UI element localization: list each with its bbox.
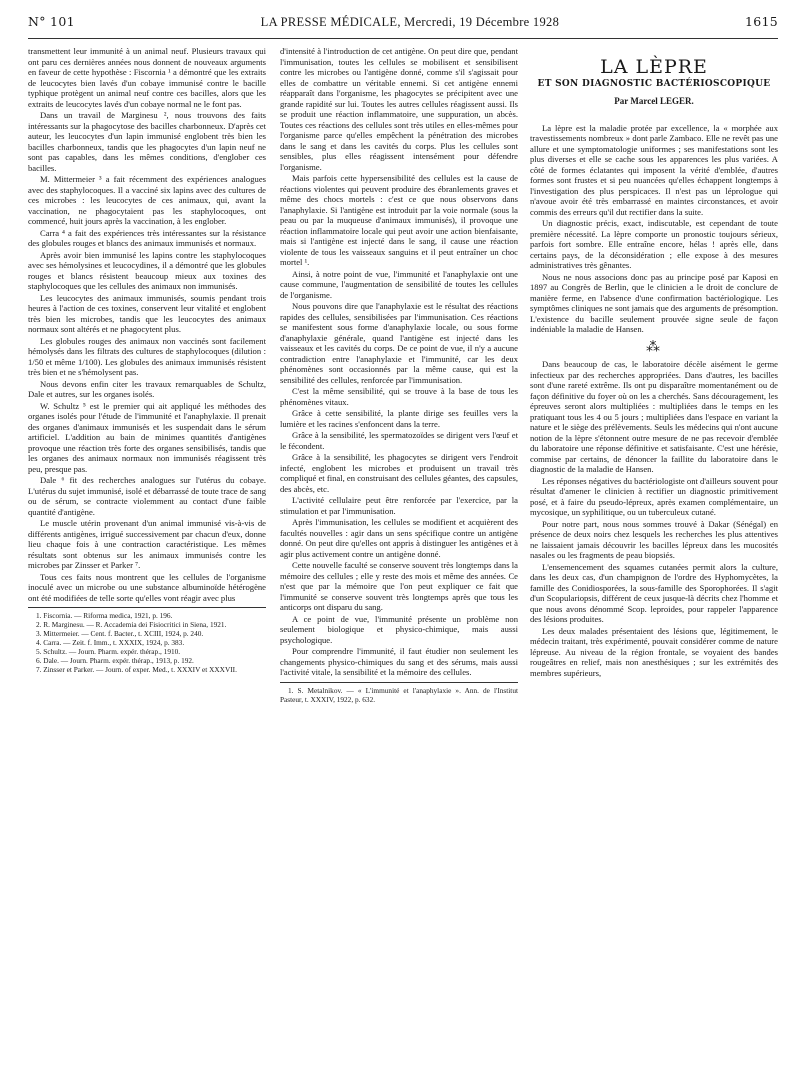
paragraph: Dans beaucoup de cas, le laboratoire décèle aisément le germe infectieux par des recherches appropriées. Dans d'autres, les bacilles sont d'une rareté extrême. Ils ont pu disparaître momentanément ou de façon définitive du foyer où on les a cherchés. Sans découragement, les épreuves seront alors multipliées : multipliées dans le temps en les pratiquant tous les 4 ou 5 jours ; multipliées dans l'espace en variant la nature et le siège des prélèvements. Seuls les médecins qui n'ont aucune notion de la lèpre s'étonnent outre mesure de ne pas recevoir d'emblée du laboratoire une réponse définitive et satisfaisante. C'est une hérésie, commise par certains, de dénoncer la faillite du laboratoire dans le diagnostic de la maladie de Hansen. <box>530 359 778 474</box>
paragraph: Les réponses négatives du bactériologiste ont d'ailleurs souvent pour résultat d'amener le clinicien à rectifier un diagnostic primitivement posé, et à faire du pseudo-lépreux, après examen complémentaire, un mycosique, un syphilitique, ou un tuberculeux cutané. <box>530 475 778 517</box>
header-rule <box>28 38 778 39</box>
footnote: 1. Fiscornia. — Riforma medica, 1921, p. 196. <box>36 611 173 620</box>
paragraph: Les leucocytes des animaux immunisés, soumis pendant trois heures à l'action de ces toxines, conservent leur vitalité et englobent très bien les microbes, tandis que les leucocytes des animaux normaux sont altérés et ne phagocytent plus. <box>28 292 266 334</box>
paragraph: Un diagnostic précis, exact, indiscutable, est cependant de toute première nécessité. La lèpre comporte un pronostic toujours sérieux, parfois fort sombre. Elle entraîne encore, hélas ! après elle, dans certains pays, de la déconsidération ; elle expose à des mesures administratives très gênantes. <box>530 218 778 270</box>
paragraph: Grâce à cette sensibilité, la plante dirige ses feuilles vers la lumière et les racines s'enfoncent dans la terre. <box>280 408 518 429</box>
column-middle <box>280 46 518 1071</box>
paragraph: A ce point de vue, l'immunité présente un problème non seulement biologique et physico-chimique, mais aussi psychologique. <box>280 613 518 645</box>
footnotes <box>28 607 266 674</box>
paragraph: d'intensité à l'introduction de cet antigène. On peut dire que, pendant l'immunisation, toutes les cellules se mobilisent et sensibilisent contre les microbes ou l'antigène donné, comme s'il s'agissait pour elles de combattre un véritable ennemi. Si cet antigène ennemi réapparaît dans l'organisme, les phagocytes se précipitent avec une grande rapidité sur lui. Toutes les autres cellules réagissent aussi. Ils se produit une réaction inflammatoire, une suppuration, un abcès. Toutes ces réactions des cellules sont très utiles en elles-mêmes pour l'organisme parce qu'elles empêchent la pénétration des microbes dans le sang et dans les cavités du corps. Plus les cellules sont sensibles, plus elles réagissent intensément pour défendre l'organisme. <box>280 46 518 172</box>
article-author: Par Marcel LEGER. <box>614 96 694 106</box>
paragraph: Les deux malades présentaient des lésions que, légitimement, le médecin traitant, très expérimenté, pouvait considérer comme de nature lépreuse. Au niveau de la région frontale, se voyaient des bandes rougeâtres en relief, mais non anesthésiques ; sur les extrémités des membres supérieurs, <box>530 625 778 678</box>
paragraph: Nous ne nous associons donc pas au principe posé par Kaposi en 1897 au Congrès de Berlin, que le clinicien a le droit de conclure de manière ferme, en l'absence d'une confirmation bactériologique. Les symptômes cliniques ne sont jamais que des arguments de présomption. L'existence du bacille seulement prouvée signe seule de façon indéniable la maladie de Hansen. <box>530 271 778 334</box>
section-separator: ⁂ <box>646 339 662 355</box>
paragraph: Pour comprendre l'immunité, il faut étudier non seulement les changements physico-chimiques du sang et des sérums, mais aussi l'activité vitale, la sensibilité et la mémoire des cellules. <box>280 646 518 677</box>
paragraph: Après avoir bien immunisé les lapins contre les staphylocoques avec ses hémolysines et leucocydines, il a démontré que les globules rouges et blancs résistent beaucoup mieux aux toxines des staphylocoques que les cellules des animaux non immunisés. <box>28 249 266 291</box>
paragraph: Mais parfois cette hypersensibilité des cellules est la cause de réactions violentes qui peuvent produire des ébranlements graves et même des chocs mortels : c'est ce que nous observons dans l'anaphylaxie. Si l'antigène est introduit par la voie normale (sous la peau ou par la muqueuse d'animaux immunisés), il provoque une réaction inflammatoire locale qui peut avoir une action bienfaisante, mais si l'antigène est injecté dans le sang, il cause une réaction violente de tous les vaisseaux sanguins et il peut entraîner un choc mortel ¹. <box>280 173 518 267</box>
paragraph: Pour notre part, nous nous sommes trouvé à Dakar (Sénégal) en présence de deux noirs chez lesquels les recherches les plus attentives ne laissaient jamais découvrir les bacilles lépreux dans les mucosités nasales ou les fragments de peau biopsiés. <box>530 518 778 560</box>
paragraph: Dans un travail de Marginesu ², nous trouvons des faits intéressants sur la phagocytose des bacilles charbonneux. D'après cet auteur, les leucocytes d'un lapin immunisé englobent très bien les bacilles charbonneux, tandis que les phagocytes d'un lapin neuf ne sont pas capables, dans les mêmes conditions, d'englober ces bacilles. <box>28 110 266 173</box>
footnote: 3. Mittermeier. — Cent. f. Bacter., t. XCIII, 1924, p. 240. <box>36 629 204 638</box>
paragraph: Le muscle utérin provenant d'un animal immunisé vis-à-vis de différents antigènes, irrigué successivement par chacun d'eux, donne lieu chaque fois à une contraction caractéristique. Les mêmes résultats sont obtenus sur les animaux immunisés contre les microbes par Zinsser et Parker ⁷. <box>28 518 266 570</box>
paragraph: M. Mittermeier ³ a fait récemment des expériences analogues avec des staphylocoques. Il a vacciné six lapins avec des cultures de ces microbes : les leucocytes de ces animaux, qui, avant la vaccination, ne phagocytaient pas les staphylocoques, ont commencé, huit jours après la vaccination, à les englober. <box>28 174 266 226</box>
footnote: 7. Zinsser et Parker. — Journ. of exper. Med., t. XXXIV et XXXVII. <box>36 665 237 674</box>
article-title: LA LÈPRE <box>600 56 708 78</box>
paragraph: Après l'immunisation, les cellules se modifient et acquièrent des facultés nouvelles : agir dans un sens spécifique contre un antigène donné. On peut dire qu'elles ont appris à distinguer les antigènes et à agir plus activement contre un antigène donné. <box>280 517 518 559</box>
paragraph: La lèpre est la maladie protée par excellence, la « morphée aux travestissements nombreux » dont parle Zambaco. Elle ne revêt pas une allure et une symptomatologie uniformes ; ses manifestations sont les plus diverses et elle se cache sous les apparences les plus variées. A côté de formes éclatantes qui imposent la vérité d'emblée, d'autres formes sont frustes et si peu nuancées qu'elles échappent longtemps à l'investigation des plus perspicaces. Il n'est pas un léprologue qui n'avoue avoir été très embarrassé en maintes circonstances, et avoir commis des erreurs qu'il dut rectifier dans la suite. <box>530 122 778 217</box>
footnote: 6. Dale. — Journ. Pharm. expér. thérap., 1913, p. 192. <box>36 656 194 665</box>
paragraph: Grâce à la sensibilité, les spermatozoïdes se dirigent vers l'œuf et le fécondent. <box>280 430 518 451</box>
paragraph: L'ensemencement des squames cutanées permit alors la culture, dans les deux cas, d'un champignon de l'ordre des Hyphomycètes, la famille des Conidiosporées, la sous-famille des Sporophorées. Il s'agit d'un Scopulariopsis, différent de ceux jusque-là décrits chez l'homme et que nous avons dénommé Scop. leproides, pour rappeler l'apparence des lésions produites. <box>530 561 778 624</box>
article-subtitle: ET SON DIAGNOSTIC BACTÉRIOSCOPIQUE <box>537 78 771 89</box>
column-right <box>530 46 778 1071</box>
footnotes <box>280 682 518 704</box>
publication-line: LA PRESSE MÉDICALE, Mercredi, 19 Décembre 1928 <box>260 15 560 29</box>
paragraph: Dale ⁶ fit des recherches analogues sur l'utérus du cobaye. L'utérus du sujet immunisé, isolé et débarrassé de toute trace de sang ou de sérum, se contracte violemment au contact d'une faible quantité d'antigène. <box>28 475 266 517</box>
paragraph: C'est la même sensibilité, qui se trouve à la base de tous les phénomènes vitaux. <box>280 386 518 407</box>
paragraph: Nous pouvons dire que l'anaphylaxie est le résultat des réactions rapides des cellules, sensibilisées par l'immunisation. Ces réactions se manifestent sous forme d'anaphylaxie locale, ou sous forme d'anaphylaxie générale, quand l'antigène est injecté dans les vaisseaux et les cavités du corps. De ce point de vue, il n'y a aucune contradiction entre l'anaphylaxie et l'immunité, car les deux phénomènes sont occasionnés par la même cause, qui est la sensibilité des cellules, renforcée par l'immunisation. <box>280 301 518 385</box>
paragraph: transmettent leur immunité à un animal neuf. Plusieurs travaux qui ont paru ces dernières années nous donnent de nouveaux arguments en faveur de cette hypothèse : Fiscornia ¹ a démontré que les extraits de leucocytes bien lavés d'un cobaye immunisé contre le bacille typhique protègent un animal neuf contre ces bacilles, alors que les extraits de leucocytes lavés d'un cobaye normal ne le font pas. <box>28 46 266 109</box>
footnote: 2. R. Marginesu. — R. Accademia dei Fisiocritici in Siena, 1921. <box>36 620 227 629</box>
footnote: 1. S. Metalnikov. — « L'immunité et l'anaphylaxie ». Ann. de l'Institut Pasteur, t. XXXIV, 1922, p. 632. <box>280 685 518 704</box>
paragraph: Carra ⁴ a fait des expériences très intéressantes sur la résistance des globules rouges et blancs des animaux immunisés et normaux. <box>28 227 266 248</box>
paragraph: Cette nouvelle faculté se conserve souvent très longtemps dans la mémoire des cellules ; elle y reste des mois et même des années. Ce n'est que par la mémoire que l'on peut expliquer ce fait que l'immunité se conserve souvent très longtemps après que tous les anticorps ont disparu du sang. <box>280 560 518 612</box>
footnote: 4. Carra. — Zeit. f. Imm., t. XXXIX, 1924, p. 383. <box>36 638 185 647</box>
column-left <box>28 46 266 1071</box>
paragraph: W. Schultz ⁵ est le premier qui ait appliqué les méthodes des organes isolés pour l'étude de l'immunité et l'anaphylaxie. Il prenait des organes d'animaux immunisés et les suspendait dans le sérum artificiel. L'addition au bain de minimes quantités d'antigènes provoque une réaction très forte des organes sensibilisés, tandis que les organes des animaux normaux non immunisés réagissent très peu, presque pas. <box>28 400 266 474</box>
issue-number: N° 101 <box>28 14 75 29</box>
paragraph: Tous ces faits nous montrent que les cellules de l'organisme inoculé avec un microbe ou une substance albuminoïde hétérogène ont été modifiées de telle sorte qu'elles vont réagir avec plus <box>28 571 266 603</box>
footnote: 5. Schultz. — Journ. Pharm. expér. thérap., 1910. <box>36 647 181 656</box>
paragraph: Grâce à la sensibilité, les phagocytes se dirigent vers l'endroit infecté, englobent les microbes et produisent un travail très compliqué et final, en construisant des cellules géantes, des capsules, des abcès, etc. <box>280 452 518 494</box>
paragraph: L'activité cellulaire peut être renforcée par l'exercice, par la stimulation et par l'immunisation. <box>280 495 518 516</box>
page-number: 1615 <box>744 14 778 29</box>
paragraph: Les globules rouges des animaux non vaccinés sont facilement hémolysés dans les filtrats des cultures de staphylocoques (dilution : 1/50 et même 1/100). Les globules des animaux immunisés résistent très bien et ne s'hémolysent pas. <box>28 335 266 377</box>
paragraph: Ainsi, à notre point de vue, l'immunité et l'anaphylaxie ont une cause commune, l'augmentation de sensibilité de toutes les cellules de l'organisme. <box>280 268 518 300</box>
paragraph: Nous devons enfin citer les travaux remarquables de Schultz, Dale et autres, sur les organes isolés. <box>28 378 266 399</box>
page-header <box>28 14 778 34</box>
